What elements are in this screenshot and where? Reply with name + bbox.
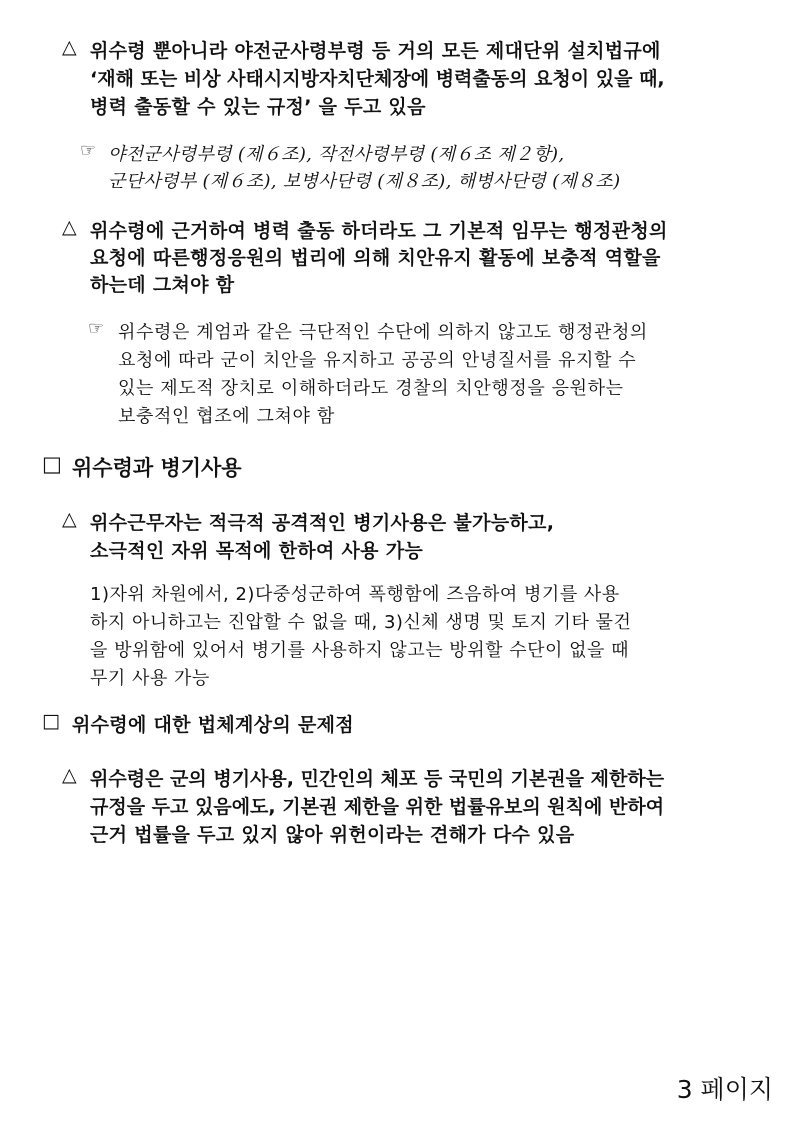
section-1-title: 위수령과 병기사용 (72, 456, 242, 480)
bullet-2-line-2: 요청에 따른행정응원의 법리에 의해 치안유지 활동에 보충적 역할을 (90, 247, 661, 269)
note-2-line-4: 보충적인 협조에 그쳐야 함 (118, 406, 335, 427)
bullet-2-line-3: 하는데 그쳐야 함 (90, 274, 235, 296)
page-number: 3 페이지 (676, 1075, 773, 1104)
bullet-1-line-2: ‘재해 또는 비상 사태시지방자치단체장에 병력출동의 요청이 있을 때, (90, 68, 665, 90)
bullet-4-line-2: 규정을 두고 있음에도, 기본권 제한을 위한 법률유보의 원칙에 반하여 (90, 796, 665, 818)
triangle-marker-icon: △ (62, 36, 77, 58)
bullet-4-line-1: 위수령은 군의 병기사용, 민간인의 체포 등 국민의 기본권을 제한하는 (90, 768, 665, 790)
note-1-line-2: 군단사령부 (제６조), 보병사단령 (제８조), 해병사단령 (제８조) (108, 171, 621, 192)
checkbox-square-icon: □ (42, 452, 62, 476)
paragraph-line-4: 무기 사용 가능 (90, 668, 210, 689)
note-1-line-1: 야전군사령부령 (제６조), 작전사령부령 (제６조 제２항), (108, 144, 565, 165)
section-2-title: 위수령에 대한 법체계상의 문제점 (72, 714, 354, 736)
pointing-hand-icon: ☞ (80, 140, 97, 161)
triangle-marker-icon: △ (62, 216, 77, 238)
note-2-line-1: 위수령은 계엄과 같은 극단적인 수단에 의하지 않고도 행정관청의 (118, 322, 648, 343)
note-2-line-3: 있는 제도적 장치로 이해하더라도 경찰의 치안행정을 응원하는 (118, 378, 624, 399)
paragraph-line-3: 을 방위함에 있어서 병기를 사용하지 않고는 방위할 수단이 없을 때 (90, 640, 629, 661)
triangle-marker-icon: △ (62, 508, 77, 530)
bullet-3-line-2: 소극적인 자위 목적에 한하여 사용 가능 (90, 540, 424, 562)
bullet-3-line-1: 위수근무자는 적극적 공격적인 병기사용은 불가능하고, (90, 512, 555, 534)
pointing-hand-icon: ☞ (88, 318, 105, 339)
bullet-1-line-1: 위수령 뿐아니라 야전군사령부령 등 거의 모든 제대단위 설치법규에 (90, 40, 661, 62)
bullet-1-line-3: 병력 출동할 수 있는 규정’ 을 두고 있음 (90, 96, 426, 118)
bullet-4-line-3: 근거 법률을 두고 있지 않아 위헌이라는 견해가 다수 있음 (90, 824, 575, 846)
checkbox-square-icon: □ (42, 710, 61, 732)
paragraph-line-1: 1)자위 차원에서, 2)다중성군하여 폭행함에 즈음하여 병기를 사용 (90, 584, 620, 605)
triangle-marker-icon: △ (62, 764, 77, 786)
note-2-line-2: 요청에 따라 군이 치안을 유지하고 공공의 안녕질서를 유지할 수 (118, 350, 637, 371)
paragraph-line-2: 하지 아니하고는 진압할 수 없을 때, 3)신체 생명 및 토지 기타 물건 (90, 612, 632, 633)
bullet-2-line-1: 위수령에 근거하여 병력 출동 하더라도 그 기본적 임무는 행정관청의 (90, 220, 668, 242)
